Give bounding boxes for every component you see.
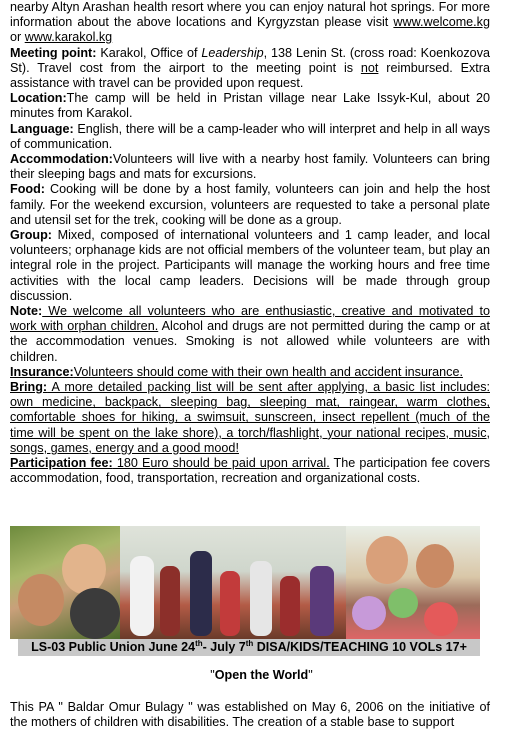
bring-text: A more detailed packing list will be sent after applying, a basic list includes: own medicine, backpack, sleeping bag, sleeping mat, raingear, warm clothes, comfortable shoes for hiking, a swimsuit, sunscreen, insect repellent (much of the time will be spent on the lake shore), a torch/flashlight, your national recipes, music, songs, games, energy and a good mood! xyxy=(10,380,490,455)
group-text: Mixed, composed of international volunteers and 1 camp leader, and local volunteers; orphanage kids are not official members of the volunteer team, but play an integral role in the project. Participants will manage the working hours and free time activities with the local camp leaders. Decisions will be made through group discussion. xyxy=(10,228,490,303)
footer-paragraph xyxy=(10,700,490,730)
meeting-text-a: Karakol, Office of xyxy=(96,45,202,60)
note-paragraph xyxy=(10,304,490,365)
photo-children-outdoors xyxy=(10,526,120,639)
project-caption xyxy=(18,639,480,656)
accommodation-paragraph xyxy=(10,152,490,182)
footer-text: This PA " Baldar Omur Bulagy " was established on May 6, 2006 on the initiative of the mothers of children with disabilities. The creation of a stable base to support xyxy=(10,700,490,730)
meeting-text-c: reimbursed. Extra assistance with travel can be provided upon request. xyxy=(10,60,490,91)
location-paragraph xyxy=(10,91,490,121)
intro-text: nearby Altyn Arashan health resort where you can enjoy natural hot springs. For more information about the above locations and Kyrgyzstan please visit xyxy=(10,0,490,30)
title-text: Open the World xyxy=(214,668,309,682)
accommodation-label: Accommodation: xyxy=(10,152,113,167)
note-label: Note: xyxy=(10,304,43,319)
karakol-link[interactable]: www.karakol.kg xyxy=(24,30,113,45)
insurance-paragraph xyxy=(10,365,490,380)
meeting-text-b: , 138 Lenin St. (cross road: Koenkozova St). Travel cost from the airport to the meeting point is xyxy=(10,45,490,75)
meeting-italic: Leadership xyxy=(201,45,264,60)
caption-sup2: th xyxy=(245,638,254,648)
title-close-quote: " xyxy=(308,668,313,682)
meeting-paragraph xyxy=(10,46,490,92)
welcome-link[interactable]: www.welcome.kg xyxy=(393,15,490,30)
intro-paragraph xyxy=(10,0,490,46)
meeting-label: Meeting point: xyxy=(10,45,97,60)
project-title xyxy=(0,668,523,682)
title-open-quote: " xyxy=(210,668,215,682)
fee-text: The participation fee covers accommodation, food, transportation, recreation and organizational costs. xyxy=(10,456,491,486)
caption-part3: DISA/KIDS/TEACHING 10 VOLs 17+ xyxy=(253,640,467,654)
insurance-text: Volunteers should come with their own health and accident insurance. xyxy=(73,364,463,379)
accommodation-text: Volunteers will live with a nearby host family. Volunteers can bring their sleeping bags and mats for excursions. xyxy=(10,152,490,182)
caption-sup1: th xyxy=(195,638,203,648)
language-label: Language: xyxy=(10,121,74,136)
photo-group-indoors xyxy=(120,526,346,639)
location-label: Location: xyxy=(10,91,67,106)
food-label: Food: xyxy=(10,182,45,197)
fee-paragraph xyxy=(10,456,490,486)
fee-label: Participation fee: xyxy=(10,456,113,471)
insurance-label: Insurance: xyxy=(10,364,74,379)
meeting-not: not xyxy=(360,60,379,75)
document-body xyxy=(10,0,490,487)
language-paragraph xyxy=(10,122,490,152)
bring-paragraph xyxy=(10,380,490,456)
note-text: Alcohol and drugs are not permitted during the camp or at the accommodation venues. Smoking is not allowed while volunteers are with children. xyxy=(10,319,490,364)
group-label: Group: xyxy=(10,228,52,243)
group-paragraph xyxy=(10,228,490,304)
photo-children-balloons xyxy=(346,526,480,639)
bring-label: Bring: xyxy=(10,380,48,395)
fee-underlined: 180 Euro should be paid upon arrival. xyxy=(112,456,330,471)
food-text: Cooking will be done by a host family, volunteers can join and help the host family. For the weekend excursion, volunteers are requested to take a personal plate and utensil set for the trek, cooking will be done as a group. xyxy=(10,182,490,227)
location-text: The camp will be held in Pristan village near Lake Issyk-Kul, about 20 minutes from Karakol. xyxy=(10,91,490,121)
food-paragraph xyxy=(10,182,490,228)
photo-collage xyxy=(10,526,480,639)
note-underlined: We welcome all volunteers who are enthusiastic, creative and motivated to work with orphan children. xyxy=(10,304,490,334)
caption-part1: LS-03 Public Union June 24 xyxy=(31,640,196,654)
caption-part2: - July 7 xyxy=(202,640,246,654)
language-text: English, there will be a camp-leader who will interpret and help in all ways of communication. xyxy=(10,121,490,151)
or-text: or xyxy=(10,30,25,45)
